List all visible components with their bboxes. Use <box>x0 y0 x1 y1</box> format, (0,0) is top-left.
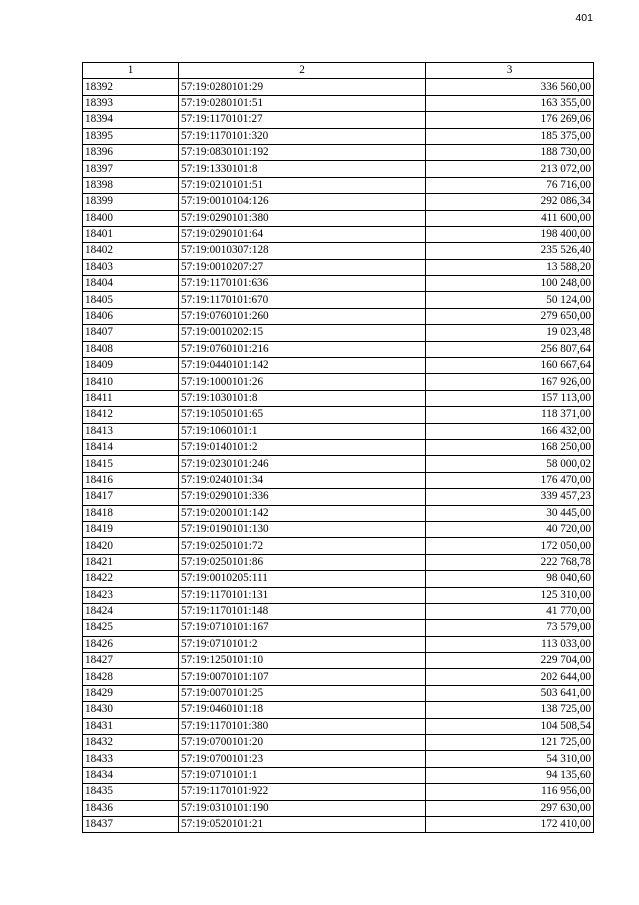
value-cell: 176 470,00 <box>426 472 594 488</box>
table-row <box>83 325 594 341</box>
value-cell: 30 445,00 <box>426 505 594 521</box>
row-number-cell: 18437 <box>83 816 179 832</box>
table-row <box>83 800 594 816</box>
value-cell: 202 644,00 <box>426 669 594 685</box>
cadastral-number-cell: 57:19:1030101:8 <box>179 390 426 406</box>
table-row <box>83 685 594 701</box>
row-number-cell: 18407 <box>83 325 179 341</box>
value-cell: 229 704,00 <box>426 653 594 669</box>
table-row <box>83 456 594 472</box>
cadastral-number-cell: 57:19:0290101:336 <box>179 489 426 505</box>
row-number-cell: 18400 <box>83 210 179 226</box>
cadastral-number-cell: 57:19:0010207:27 <box>179 259 426 275</box>
cadastral-number-cell: 57:19:0190101:130 <box>179 521 426 537</box>
value-cell: 76 716,00 <box>426 177 594 193</box>
row-number-cell: 18396 <box>83 144 179 160</box>
row-number-cell: 18413 <box>83 423 179 439</box>
value-cell: 157 113,00 <box>426 390 594 406</box>
cadastral-number-cell: 57:19:0070101:107 <box>179 669 426 685</box>
table-row <box>83 603 594 619</box>
table-row <box>83 423 594 439</box>
cadastral-number-cell: 57:19:1250101:10 <box>179 653 426 669</box>
value-cell: 116 956,00 <box>426 784 594 800</box>
value-cell: 167 926,00 <box>426 374 594 390</box>
value-cell: 411 600,00 <box>426 210 594 226</box>
table-row <box>83 538 594 554</box>
row-number-cell: 18418 <box>83 505 179 521</box>
cadastral-number-cell: 57:19:0760101:260 <box>179 308 426 324</box>
value-cell: 40 720,00 <box>426 521 594 537</box>
cadastral-number-cell: 57:19:1170101:670 <box>179 292 426 308</box>
table-row <box>83 439 594 455</box>
row-number-cell: 18402 <box>83 243 179 259</box>
row-number-cell: 18405 <box>83 292 179 308</box>
row-number-cell: 18412 <box>83 407 179 423</box>
value-cell: 336 560,00 <box>426 79 594 95</box>
table-row <box>83 554 594 570</box>
cadastral-number-cell: 57:19:0700101:20 <box>179 735 426 751</box>
value-cell: 104 508,54 <box>426 718 594 734</box>
table-row <box>83 636 594 652</box>
table-row <box>83 358 594 374</box>
table-row <box>83 341 594 357</box>
header-row <box>83 63 594 79</box>
table-row <box>83 374 594 390</box>
column-header-value: 3 <box>426 63 594 79</box>
cadastral-number-cell: 57:19:1170101:636 <box>179 276 426 292</box>
table-row <box>83 816 594 832</box>
cadastral-number-cell: 57:19:0290101:64 <box>179 226 426 242</box>
row-number-cell: 18415 <box>83 456 179 472</box>
cadastral-number-cell: 57:19:1170101:320 <box>179 128 426 144</box>
cadastral-number-cell: 57:19:0440101:142 <box>179 358 426 374</box>
row-number-cell: 18392 <box>83 79 179 95</box>
cadastral-number-cell: 57:19:0010202:15 <box>179 325 426 341</box>
cadastral-number-cell: 57:19:0250101:86 <box>179 554 426 570</box>
value-cell: 58 000,02 <box>426 456 594 472</box>
table-row <box>83 259 594 275</box>
value-cell: 98 040,60 <box>426 571 594 587</box>
cadastral-number-cell: 57:19:0460101:18 <box>179 702 426 718</box>
value-cell: 50 124,00 <box>426 292 594 308</box>
cadastral-number-cell: 57:19:0070101:25 <box>179 685 426 701</box>
table-row <box>83 144 594 160</box>
value-cell: 292 086,34 <box>426 194 594 210</box>
row-number-cell: 18425 <box>83 620 179 636</box>
table-row <box>83 276 594 292</box>
value-cell: 113 033,00 <box>426 636 594 652</box>
value-cell: 19 023,48 <box>426 325 594 341</box>
cadastral-number-cell: 57:19:0710101:1 <box>179 767 426 783</box>
row-number-cell: 18421 <box>83 554 179 570</box>
cadastral-number-cell: 57:19:1170101:380 <box>179 718 426 734</box>
cadastral-number-cell: 57:19:0010104:126 <box>179 194 426 210</box>
cadastral-number-cell: 57:19:0010307:128 <box>179 243 426 259</box>
value-cell: 125 310,00 <box>426 587 594 603</box>
table-row <box>83 128 594 144</box>
row-number-cell: 18420 <box>83 538 179 554</box>
table-row <box>83 784 594 800</box>
table-row <box>83 735 594 751</box>
value-cell: 100 248,00 <box>426 276 594 292</box>
table-row <box>83 767 594 783</box>
row-number-cell: 18410 <box>83 374 179 390</box>
value-cell: 168 250,00 <box>426 439 594 455</box>
cadastral-number-cell: 57:19:0280101:29 <box>179 79 426 95</box>
cadastral-number-cell: 57:19:0210101:51 <box>179 177 426 193</box>
row-number-cell: 18432 <box>83 735 179 751</box>
table-row <box>83 292 594 308</box>
cadastral-number-cell: 57:19:0230101:246 <box>179 456 426 472</box>
table-row <box>83 177 594 193</box>
value-cell: 41 770,00 <box>426 603 594 619</box>
table-row <box>83 95 594 111</box>
value-cell: 176 269,06 <box>426 112 594 128</box>
row-number-cell: 18395 <box>83 128 179 144</box>
value-cell: 166 432,00 <box>426 423 594 439</box>
row-number-cell: 18434 <box>83 767 179 783</box>
row-number-cell: 18430 <box>83 702 179 718</box>
table-row <box>83 669 594 685</box>
table-row <box>83 653 594 669</box>
row-number-cell: 18417 <box>83 489 179 505</box>
value-cell: 279 650,00 <box>426 308 594 324</box>
table-row <box>83 489 594 505</box>
cadastral-number-cell: 57:19:1330101:8 <box>179 161 426 177</box>
row-number-cell: 18426 <box>83 636 179 652</box>
row-number-cell: 18433 <box>83 751 179 767</box>
table-row <box>83 521 594 537</box>
registry-table <box>82 62 594 833</box>
row-number-cell: 18429 <box>83 685 179 701</box>
row-number-cell: 18394 <box>83 112 179 128</box>
table-row <box>83 210 594 226</box>
value-cell: 297 630,00 <box>426 800 594 816</box>
value-cell: 163 355,00 <box>426 95 594 111</box>
cadastral-number-cell: 57:19:0010205:111 <box>179 571 426 587</box>
value-cell: 172 050,00 <box>426 538 594 554</box>
cadastral-number-cell: 57:19:0310101:190 <box>179 800 426 816</box>
row-number-cell: 18408 <box>83 341 179 357</box>
value-cell: 256 807,64 <box>426 341 594 357</box>
row-number-cell: 18436 <box>83 800 179 816</box>
row-number-cell: 18423 <box>83 587 179 603</box>
value-cell: 222 768,78 <box>426 554 594 570</box>
value-cell: 235 526,40 <box>426 243 594 259</box>
table-row <box>83 308 594 324</box>
table-row <box>83 112 594 128</box>
value-cell: 13 588,20 <box>426 259 594 275</box>
row-number-cell: 18393 <box>83 95 179 111</box>
value-cell: 188 730,00 <box>426 144 594 160</box>
cadastral-number-cell: 57:19:0200101:142 <box>179 505 426 521</box>
table-row <box>83 587 594 603</box>
table-row <box>83 702 594 718</box>
value-cell: 198 400,00 <box>426 226 594 242</box>
row-number-cell: 18398 <box>83 177 179 193</box>
page-number: 401 <box>575 12 593 24</box>
cadastral-number-cell: 57:19:0240101:34 <box>179 472 426 488</box>
cadastral-number-cell: 57:19:1000101:26 <box>179 374 426 390</box>
cadastral-number-cell: 57:19:1170101:922 <box>179 784 426 800</box>
cadastral-number-cell: 57:19:0250101:72 <box>179 538 426 554</box>
cadastral-number-cell: 57:19:0280101:51 <box>179 95 426 111</box>
cadastral-number-cell: 57:19:0290101:380 <box>179 210 426 226</box>
value-cell: 73 579,00 <box>426 620 594 636</box>
value-cell: 185 375,00 <box>426 128 594 144</box>
row-number-cell: 18422 <box>83 571 179 587</box>
row-number-cell: 18411 <box>83 390 179 406</box>
row-number-cell: 18401 <box>83 226 179 242</box>
row-number-cell: 18404 <box>83 276 179 292</box>
table-header <box>83 63 594 79</box>
table-row <box>83 79 594 95</box>
row-number-cell: 18416 <box>83 472 179 488</box>
cadastral-number-cell: 57:19:0760101:216 <box>179 341 426 357</box>
cadastral-number-cell: 57:19:1050101:65 <box>179 407 426 423</box>
row-number-cell: 18424 <box>83 603 179 619</box>
value-cell: 339 457,23 <box>426 489 594 505</box>
table-row <box>83 390 594 406</box>
value-cell: 94 135,60 <box>426 767 594 783</box>
value-cell: 160 667,64 <box>426 358 594 374</box>
row-number-cell: 18419 <box>83 521 179 537</box>
row-number-cell: 18414 <box>83 439 179 455</box>
value-cell: 172 410,00 <box>426 816 594 832</box>
row-number-cell: 18435 <box>83 784 179 800</box>
cadastral-number-cell: 57:19:0710101:2 <box>179 636 426 652</box>
table-row <box>83 751 594 767</box>
table-row <box>83 226 594 242</box>
cadastral-number-cell: 57:19:1170101:148 <box>179 603 426 619</box>
table-row <box>83 407 594 423</box>
table-row <box>83 620 594 636</box>
value-cell: 503 641,00 <box>426 685 594 701</box>
row-number-cell: 18409 <box>83 358 179 374</box>
cadastral-number-cell: 57:19:1060101:1 <box>179 423 426 439</box>
value-cell: 121 725,00 <box>426 735 594 751</box>
cadastral-number-cell: 57:19:0700101:23 <box>179 751 426 767</box>
row-number-cell: 18406 <box>83 308 179 324</box>
column-header-cadastral-number: 2 <box>179 63 426 79</box>
cadastral-number-cell: 57:19:0140101:2 <box>179 439 426 455</box>
table-row <box>83 571 594 587</box>
row-number-cell: 18427 <box>83 653 179 669</box>
value-cell: 54 310,00 <box>426 751 594 767</box>
cadastral-number-cell: 57:19:0520101:21 <box>179 816 426 832</box>
value-cell: 118 371,00 <box>426 407 594 423</box>
row-number-cell: 18403 <box>83 259 179 275</box>
row-number-cell: 18431 <box>83 718 179 734</box>
column-header-number: 1 <box>83 63 179 79</box>
table-row <box>83 505 594 521</box>
cadastral-number-cell: 57:19:1170101:27 <box>179 112 426 128</box>
value-cell: 213 072,00 <box>426 161 594 177</box>
table-row <box>83 161 594 177</box>
cadastral-number-cell: 57:19:0830101:192 <box>179 144 426 160</box>
table-body <box>83 79 594 833</box>
table-row <box>83 718 594 734</box>
table-row <box>83 194 594 210</box>
table-row <box>83 472 594 488</box>
cadastral-number-cell: 57:19:0710101:167 <box>179 620 426 636</box>
value-cell: 138 725,00 <box>426 702 594 718</box>
row-number-cell: 18397 <box>83 161 179 177</box>
table-row <box>83 243 594 259</box>
cadastral-number-cell: 57:19:1170101:131 <box>179 587 426 603</box>
row-number-cell: 18428 <box>83 669 179 685</box>
row-number-cell: 18399 <box>83 194 179 210</box>
